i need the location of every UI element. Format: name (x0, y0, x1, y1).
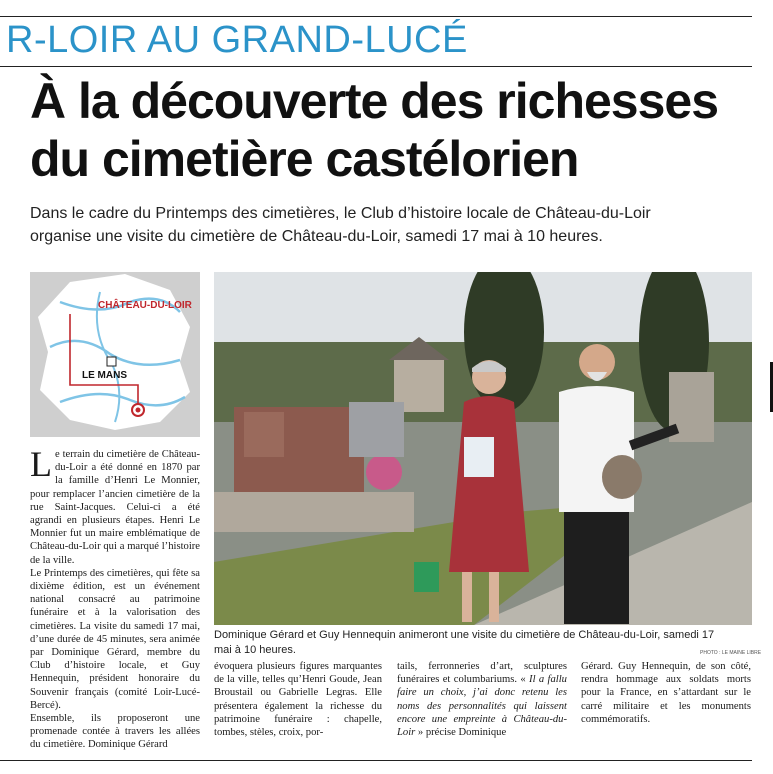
chateau-du-loir-marker-dot (136, 408, 141, 413)
headline-line-1: À la découverte des richesses (30, 73, 719, 129)
green-sign (414, 562, 439, 592)
woman-leg-1 (462, 572, 472, 622)
flowers (366, 454, 402, 490)
standfirst (30, 202, 760, 248)
paragraph-1-text: e terrain du cimetière de Château-du-Loir a été donné en 1870 par la famille d’Henri Le Monnier, pour remplacer l’ancien cimetière de la rue Saint-Jacques. Celui-ci a été agrandi en plusieurs étapes. Henri Le Monnier fut un maire emblématique de Château-du-Loir qui a marqué l’histoire de la ville. (30, 449, 200, 566)
bottom-rule (0, 760, 752, 761)
standfirst-line-2: organise une visite du cimetière de Château-du-Loir, samedi 17 mai à 10 heures. (30, 228, 603, 245)
le-mans-marker (107, 357, 116, 366)
hat (602, 455, 642, 499)
column-3-text-a: tails, ferronneries d’art, sculptures funéraires et columbariums. « (397, 661, 567, 686)
man-trousers (564, 512, 629, 624)
article-column-1 (30, 444, 200, 752)
sarthe-map (30, 272, 200, 437)
cemetery-photo (214, 272, 752, 625)
photo-caption: Dominique Gérard et Guy Hennequin animeront une visite du cimetière de Château-du-Loir, samedi 17 mai à 10 heures. (214, 629, 715, 656)
article-column-4 (581, 660, 751, 726)
article-column-3 (397, 660, 567, 739)
grave-2 (349, 402, 404, 457)
standfirst-line-1: Dans le cadre du Printemps des cimetières, le Club d’histoire locale de Château-du-Loir (30, 205, 651, 222)
department-shape (38, 274, 190, 430)
section-rule (0, 66, 752, 67)
headline-line-2: du cimetière castélorien (30, 131, 579, 187)
map-label-chateau-du-loir: CHÂTEAU-DU-LOIR (98, 300, 192, 311)
woman-leg-2 (489, 572, 499, 622)
section-title: R-LOIR AU GRAND-LUCÉ (6, 19, 468, 61)
drop-cap: L (30, 444, 52, 484)
article-paragraph-1 (30, 444, 200, 567)
map-label-le-mans: LE MANS (82, 370, 127, 381)
quote: Il a fallu faire un choix, j’ai donc retenu les noms des personnalités qui laissent encore une empreinte à Château-du-Loir (397, 674, 567, 739)
column-3-text (397, 660, 567, 739)
headline (30, 72, 750, 188)
paper (464, 437, 494, 477)
column-3-text-b: » précise Dominique (415, 727, 507, 739)
article-photo (214, 272, 752, 625)
article-column-2 (214, 660, 382, 739)
headstone (244, 412, 284, 457)
grave-slab (214, 492, 414, 532)
article-paragraph-2: Le Printemps des cimetières, qui fête sa dixième édition, est un événement national consacré au patrimoine funéraire et à la valorisation des cimetières. La visite du samedi 17 mai, d’une durée de 45 minutes, sera animée par Dominique Gérard, membre du Club d’histoire locale, et Guy Hennequin, président honoraire du Souvenir français (comité Loir-Lucé-Bercé). (30, 567, 200, 711)
article-paragraph-3: Ensemble, ils proposeront une promenade contée à travers les allées du cimetière. Dominique Gérard (30, 713, 200, 751)
photo-credit: PHOTO : LE MAINE LIBRE (700, 650, 762, 656)
column-2-text: évoquera plusieurs figures marquantes de la ville, telles qu’Henri Goude, Jean Broustail ou Gabrielle Legras. Elle présentera également la richesse du patrimoine funéraire : chapelle, tombes, stèles, croix, por- (214, 661, 382, 739)
top-rule (0, 16, 752, 17)
column-4-text: Gérard. Guy Hennequin, de son côté, rendra hommage aux soldats morts pour la France, en s’attardant sur le carré militaire et les monuments commémoratifs. (581, 661, 751, 725)
locator-map (30, 272, 200, 437)
